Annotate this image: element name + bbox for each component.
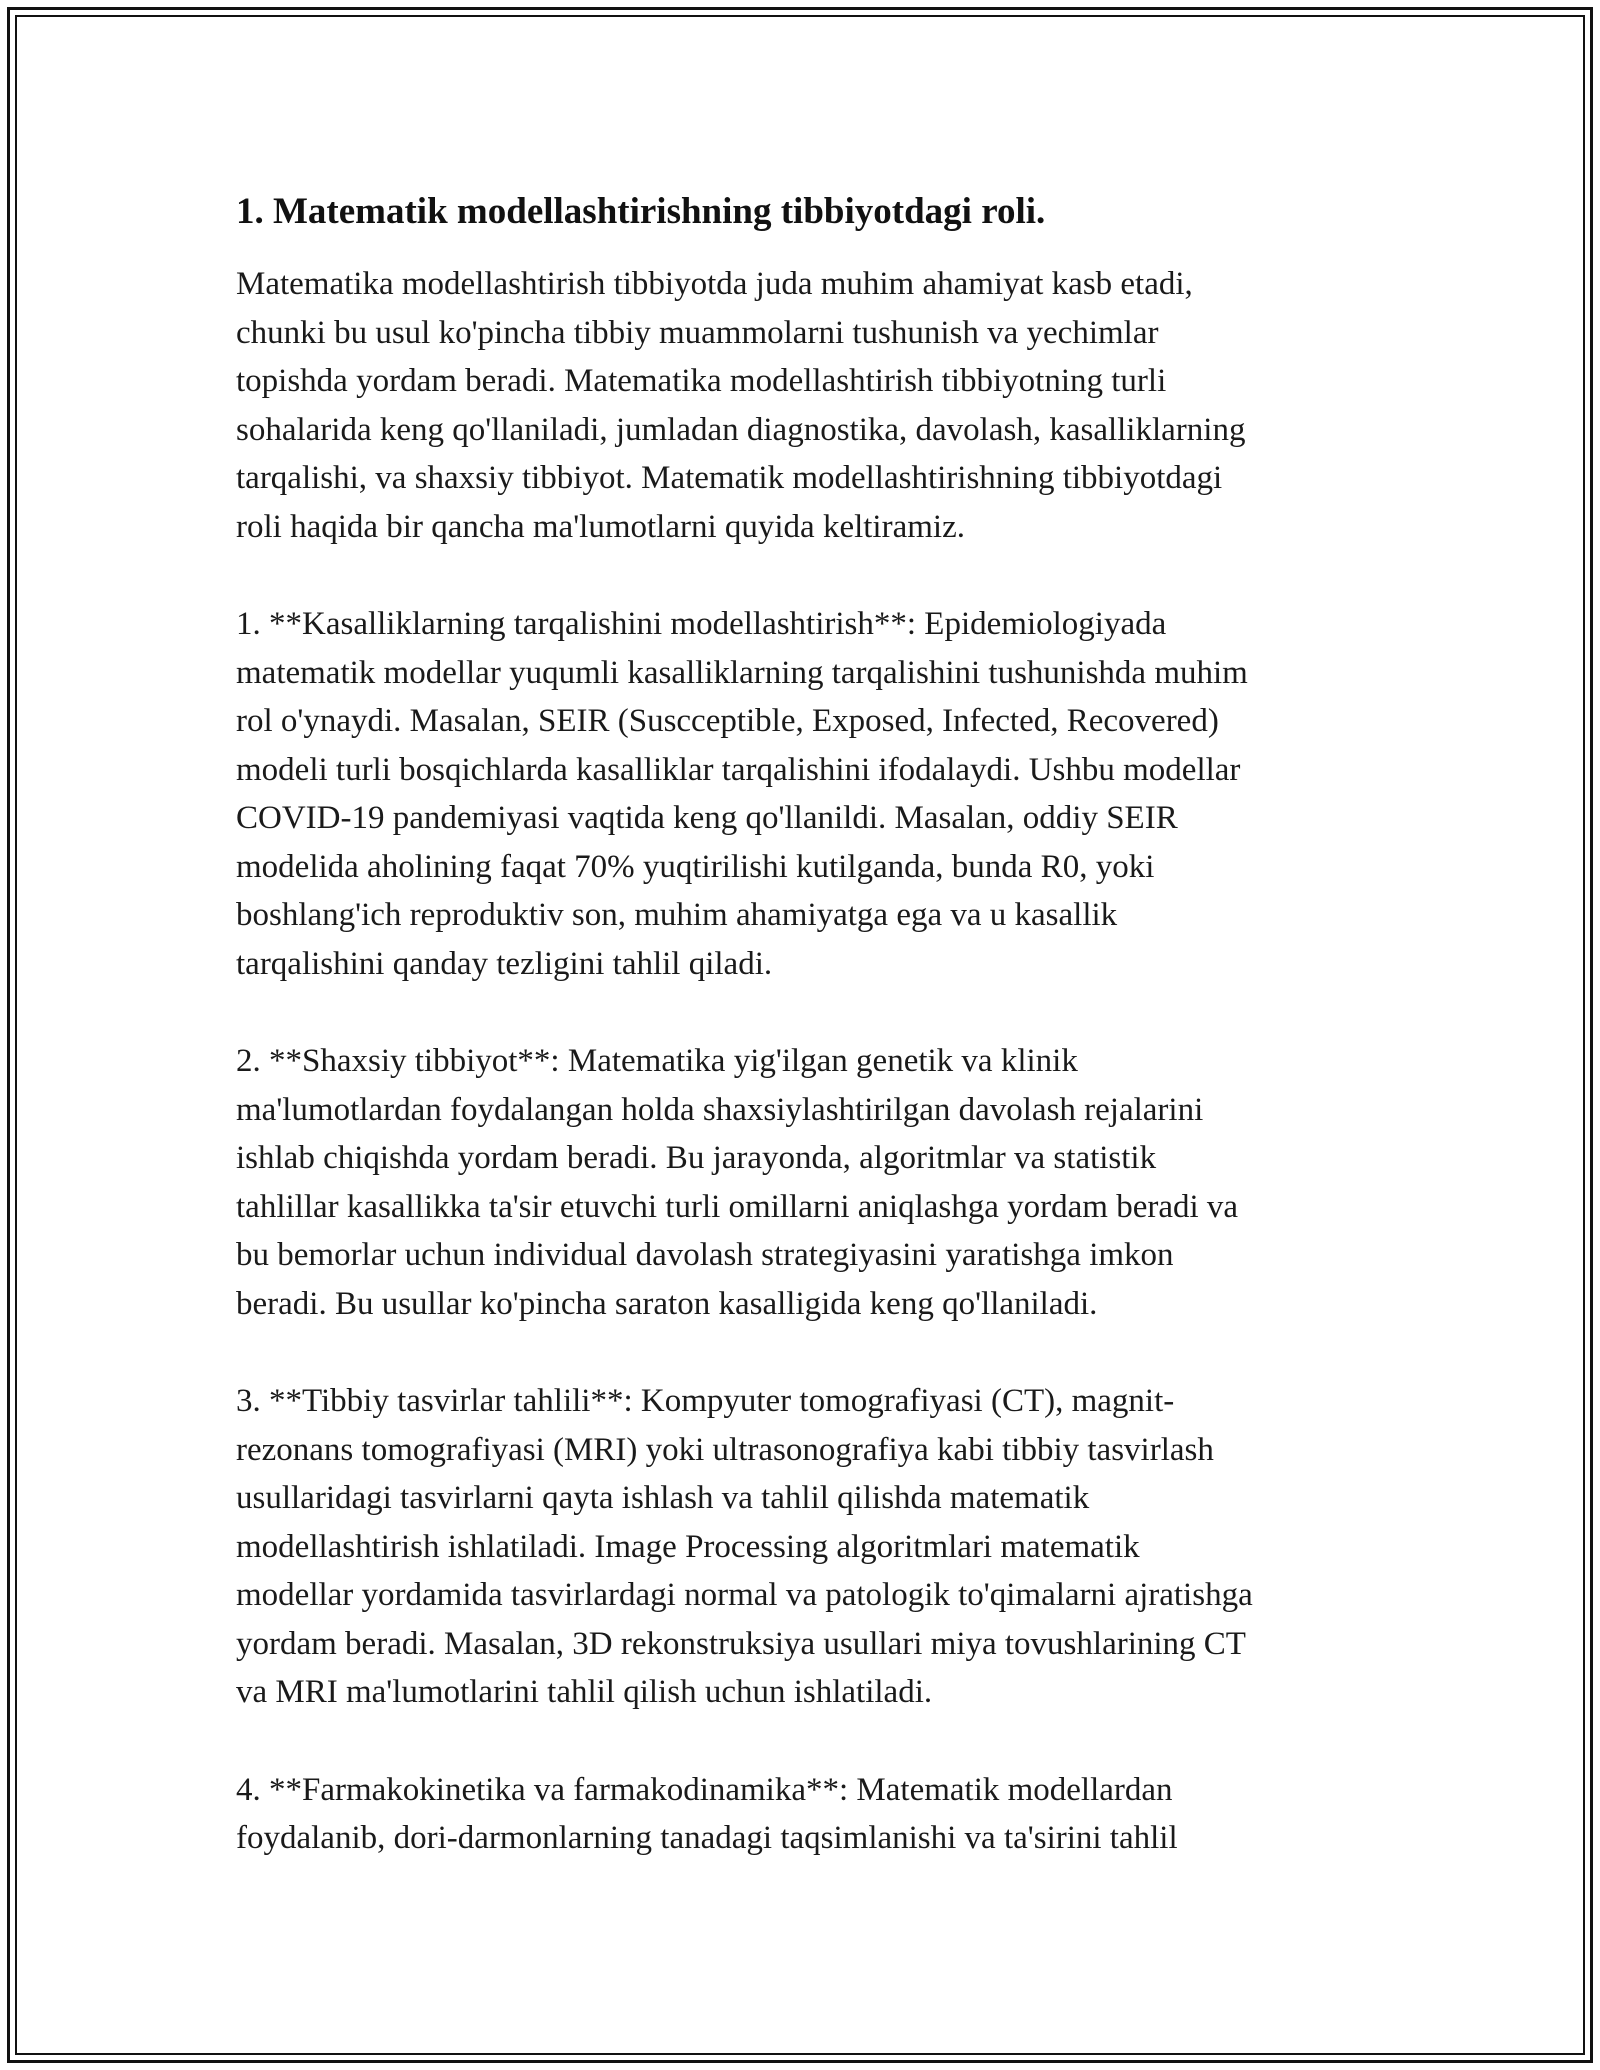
paragraph-pharmacokinetics: 4. **Farmakokinetika va farmakodinamika**: Matematik modellardan foydalanib, dori-darmonlarning tanadagi taqsimlanishi va ta'sirini tahlil <box>236 1771 1178 1856</box>
intro-paragraph: Matematika modellashtirish tibbiyotda juda muhim ahamiyat kasb etadi, chunki bu usul ko'pincha tibbiy muammolarni tushunish va yechimlar topishda yordam beradi. Matematika modellashtirish tibbiyotning turli sohalarida keng qo'llaniladi, jumladan diagnostika, davolash, kasalliklarning tarqalishi, va shaxsiy tibbiyot. Matematik modellashtirishning tibbiyotdagi roli haqida bir qancha ma'lumotlarni quyida keltiramiz. <box>236 266 1246 545</box>
document-title: 1. Matematik modellashtirishning tibbiyotdagi roli. <box>236 191 1046 232</box>
paragraph-personal-medicine: 2. **Shaxsiy tibbiyot**: Matematika yig'ilgan genetik va klinik ma'lumotlardan foydalangan holda shaxsiylashtirilgan davolash rejalarini ishlab chiqishda yordam beradi. Bu jarayonda, algoritmlar va statistik tahlillar kasallikka ta'sir etuvchi turli omillarni aniqlashga yordam beradi va bu bemorlar uchun individual davolash strategiyasini yaratishga imkon beradi. Bu usullar ko'pincha saraton kasalligida keng qo'llaniladi. <box>236 1043 1239 1322</box>
paragraph-disease-spread: 1. **Kasalliklarning tarqalishini modellashtirish**: Epidemiologiyada matematik modellar yuqumli kasalliklarning tarqalishini tushunishda muhim rol o'ynaydi. Masalan, SEIR (Suscceptible, Exposed, Infected, Recovered) modeli turli bosqichlarda kasalliklar tarqalishini ifodalaydi. Ushbu modellar COVID-19 pandemiyasi vaqtida keng qo'llanildi. Masalan, oddiy SEIR modelida aholining faqat 70% yuqtirilishi kutilganda, bunda R0, yoki boshlang'ich reproduktiv son, muhim ahamiyatga ega va u kasallik tarqalishini qanday tezligini tahlil qiladi. <box>236 606 1248 982</box>
document-body <box>236 188 1376 1863</box>
paragraph-medical-imaging: 3. **Tibbiy tasvirlar tahlili**: Kompyuter tomografiyasi (CT), magnit- rezonans tomografiyasi (MRI) yoki ultrasonografiya kabi tibbiy tasvirlash usullaridagi tasvirlarni qayta ishlash va tahlil qilishda matematik modellashtirish ishlatiladi. Image Processing algoritmlari matematik modellar yordamida tasvirlardagi normal va patologik to'qimalarni ajratishga yordam beradi. Masalan, 3D rekonstruksiya usullari miya tovushlarining CT va MRI ma'lumotlarini tahlil qilish uchun ishlatiladi. <box>236 1383 1253 1710</box>
